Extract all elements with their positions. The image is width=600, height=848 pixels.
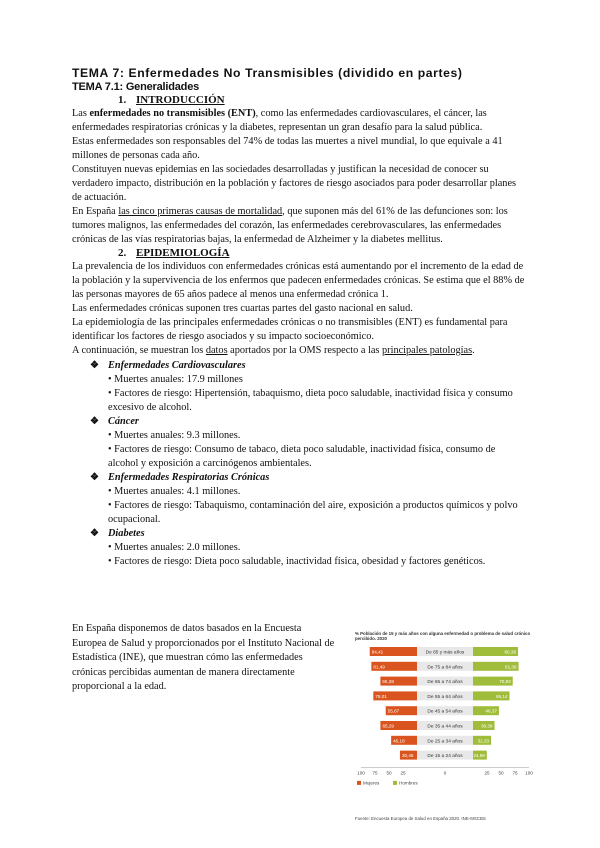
text: aportados por la OMS respecto a las <box>227 345 383 356</box>
category-label: De 15 a 24 años <box>427 754 463 760</box>
chart-svg <box>355 641 547 811</box>
data-label-mujeres: 65,38 <box>382 679 394 685</box>
document-body <box>72 66 527 569</box>
text: Las <box>72 108 90 119</box>
category-label: De 85 y más años <box>425 650 465 656</box>
disease-heading <box>72 527 527 541</box>
category-label: De 25 a 34 años <box>427 739 463 745</box>
category-label: De 45 a 54 años <box>427 710 463 716</box>
data-label-hombres: 65,14 <box>495 694 508 700</box>
legend-swatch-hombres <box>393 781 397 785</box>
category-label: De 75 a 84 años <box>427 665 463 671</box>
disease-name: Diabetes <box>108 528 145 539</box>
data-label-mujeres: 55,87 <box>387 709 400 715</box>
paragraph <box>72 107 527 135</box>
x-tick-label: 0 <box>443 770 447 776</box>
x-tick-label: 50 <box>498 770 504 776</box>
paragraph <box>72 205 527 247</box>
text: En España <box>72 206 119 217</box>
x-tick-label: 50 <box>386 770 392 776</box>
chronic-disease-chart <box>355 631 547 821</box>
x-tick-label: 100 <box>357 770 365 776</box>
disease-detail: • Muertes anuales: 17.9 millones <box>108 374 243 385</box>
underlined-text: principales patologías <box>382 345 473 356</box>
data-label-hombres: 24,69 <box>473 753 485 759</box>
diamond-bullet-icon: ❖ <box>90 472 99 483</box>
section-title: EPIDEMIOLOGÍA <box>136 247 230 259</box>
data-label-mujeres: 84,41 <box>371 649 384 655</box>
underlined-text: datos <box>205 345 228 356</box>
disease-detail: • Factores de riesgo: Tabaquismo, contaminación del aire, exposición a productos químicos y polvo ocupacional. <box>108 500 518 525</box>
diamond-bullet-icon: ❖ <box>90 528 99 539</box>
data-label-hombres: 80,38 <box>504 649 517 655</box>
data-label-mujeres: 30,46 <box>401 753 414 759</box>
disease-name: Enfermedades Respiratorias Crónicas <box>108 472 270 483</box>
disease-detail: • Muertes anuales: 4.1 millones. <box>108 486 241 497</box>
category-label: De 35 a 44 años <box>427 724 463 730</box>
x-tick-label: 25 <box>484 770 490 776</box>
data-label-hombres: 70,93 <box>499 679 511 685</box>
data-label-mujeres: 78,01 <box>375 694 387 700</box>
paragraph <box>72 344 527 358</box>
disease-detail: • Factores de riesgo: Consumo de tabaco, dieta poco saludable, inactividad física, consumo de alcohol y exposición a carcinógenos ambientales. <box>108 444 496 469</box>
closing-paragraph-block <box>72 622 337 695</box>
paragraph: La epidemiología de las principales enfermedades crónicas o no transmisibles (ENT) es fundamental para identificar los factores de riesgo asociados y su impacto socioeconómico. <box>72 317 508 342</box>
category-label: De 65 a 74 años <box>427 680 463 686</box>
disease-detail: • Factores de riesgo: Dieta poco saludable, inactividad física, obesidad y factores genéticos. <box>108 556 486 567</box>
disease-heading <box>72 359 527 373</box>
bold-term: enfermedades no transmisibles (ENT) <box>89 108 256 119</box>
text: A continuación, se muestran los <box>72 345 206 356</box>
paragraph: Constituyen nuevas epidemias en las sociedades desarrolladas y justifican la necesidad de conocer su verdadero impacto, distribución en la población y factores de riesgo asociados para poder desarrollar planes de actuación. <box>72 164 517 203</box>
x-tick-label: 75 <box>512 770 518 776</box>
text: . <box>472 345 475 356</box>
data-label-mujeres: 65,29 <box>382 723 394 729</box>
chart-source: Fuente: Encuesta Europea de Salud en España 2020. INE-MSCBS <box>355 816 486 822</box>
paragraph: En España disponemos de datos basados en la Encuesta Europea de Salud y proporcionados por el Instituto Nacional de Estadística (INE), que muestran cómo las enfermedades crónicas percibidas aumentan de manera directamente proporcional a la edad. <box>72 623 335 692</box>
section-title: INTRODUCCIÓN <box>136 94 225 106</box>
list-item <box>72 415 527 471</box>
category-label: De 55 a 64 años <box>427 695 463 701</box>
legend-swatch-mujeres <box>357 781 361 785</box>
text: , como las enfermedades cardiovasculares, el cáncer, las enfermedades respiratorias crónicas y la diabetes, representan un gran desafío para la salud pública. <box>72 108 487 133</box>
legend-label-hombres: Hombres <box>399 780 418 786</box>
disease-detail: • Muertes anuales: 2.0 millones. <box>108 542 241 553</box>
x-tick-label: 75 <box>372 770 378 776</box>
data-label-hombres: 46,37 <box>485 709 497 715</box>
disease-list <box>72 359 527 569</box>
data-label-hombres: 38,38 <box>480 723 493 729</box>
data-label-mujeres: 46,18 <box>393 738 405 744</box>
page-subtitle: TEMA 7.1: Generalidades <box>72 81 200 93</box>
x-tick-label: 100 <box>525 770 533 776</box>
text: , que suponen más del 61% de las defunciones son: los tumores malignos, las enfermedades del corazón, las enfermedades cerebrovasculares, las enfermedades crónicas de las vías respiratorias bajas, la enfermedad de Alzheimer y la diabetes mellitus. <box>72 206 508 245</box>
underlined-text: las cinco primeras causas de mortalidad <box>118 206 283 217</box>
section-number: 2. <box>118 247 127 259</box>
disease-name: Enfermedades Cardiovasculares <box>108 360 246 371</box>
disease-detail: • Muertes anuales: 9.3 millones. <box>108 430 241 441</box>
disease-heading <box>72 415 527 429</box>
paragraph: La prevalencia de los individuos con enfermedades crónicas está aumentando por el incremento de la edad de la población y la supervivencia de los enfermos que padecen enfermedades crónicas. Se estima que el 88% de las personas mayores de 65 años padece al menos una enfermedad crónica 1. <box>72 261 525 300</box>
section-number: 1. <box>118 94 127 106</box>
page-title: TEMA 7: Enfermedades No Transmisibles (dividido en partes) <box>72 66 463 80</box>
list-item <box>72 359 527 415</box>
disease-heading <box>72 471 527 485</box>
disease-name: Cáncer <box>108 416 139 427</box>
data-label-hombres: 81,36 <box>505 664 517 670</box>
list-item <box>72 527 527 569</box>
section-heading-epidemiologia <box>72 247 527 260</box>
data-label-mujeres: 81,49 <box>373 664 385 670</box>
x-tick-label: 25 <box>400 770 406 776</box>
section-heading-introduccion <box>72 94 527 107</box>
diamond-bullet-icon: ❖ <box>90 360 99 371</box>
chart-title: % Población de 15 y más años con alguna enfermedad o problema de salud crónico percibido. 2020 <box>355 631 531 642</box>
data-label-hombres: 32,33 <box>477 738 490 744</box>
paragraph: Las enfermedades crónicas suponen tres cuartas partes del gasto nacional en salud. <box>72 303 413 314</box>
diamond-bullet-icon: ❖ <box>90 416 99 427</box>
disease-detail: • Factores de riesgo: Hipertensión, tabaquismo, dieta poco saludable, inactividad física y consumo excesivo de alcohol. <box>108 388 513 413</box>
list-item <box>72 471 527 527</box>
legend-label-mujeres: Mujeres <box>363 780 380 786</box>
paragraph: Estas enfermedades son responsables del 74% de todas las muertes a nivel mundial, lo que equivale a 41 millones de personas cada año. <box>72 136 503 161</box>
